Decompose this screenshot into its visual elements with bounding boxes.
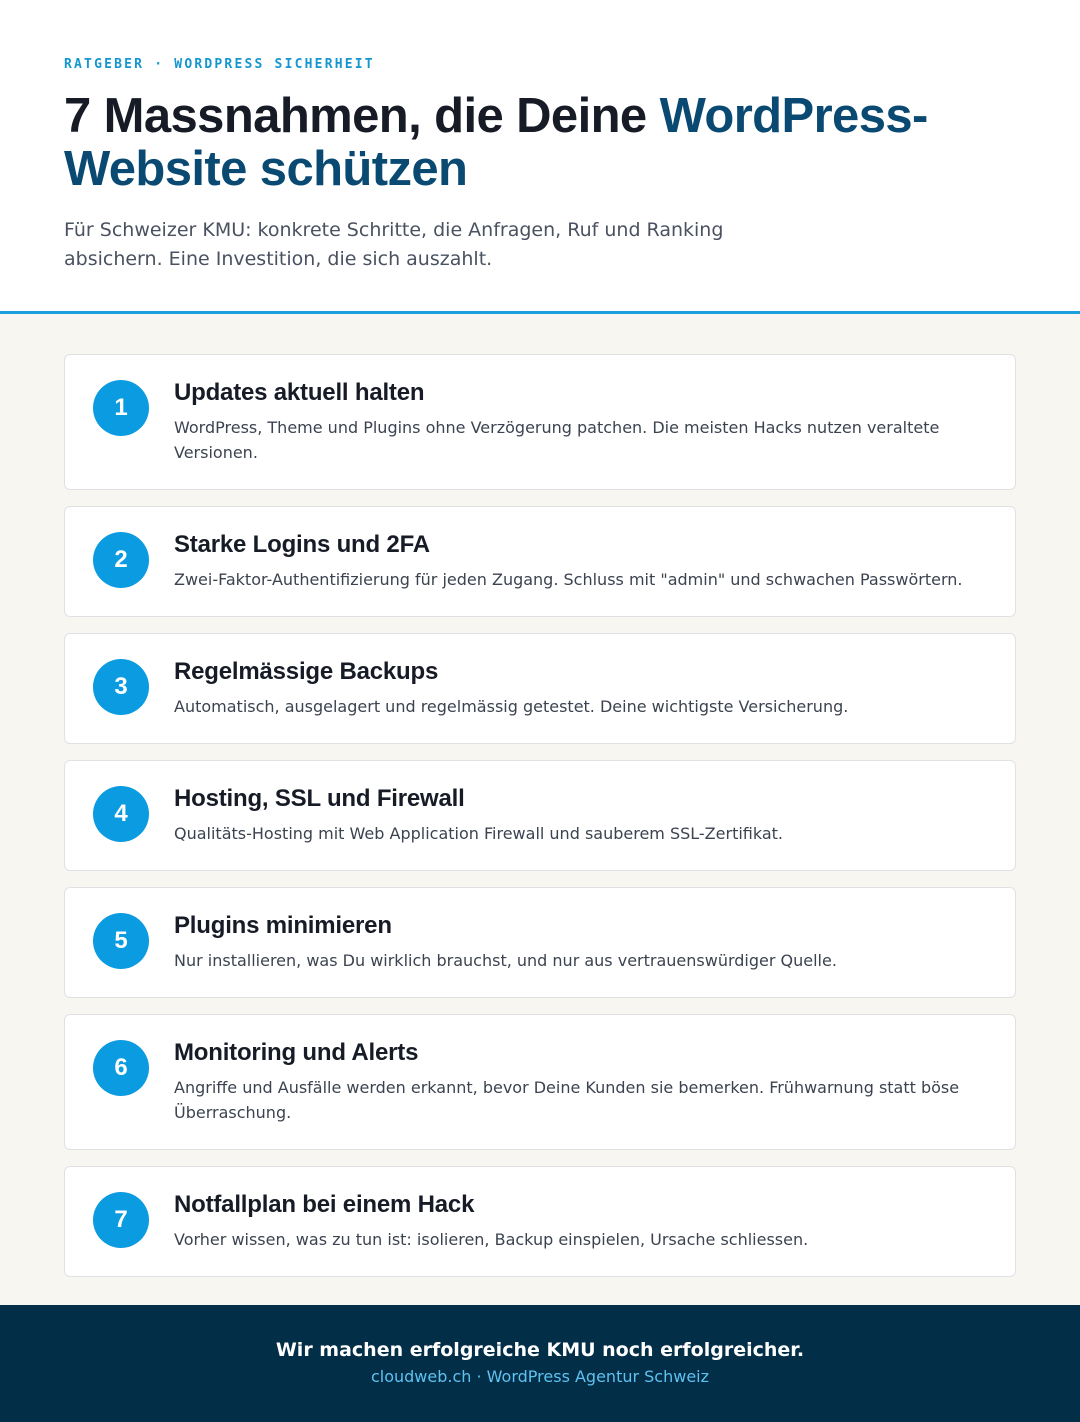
measure-number-badge: 5 (93, 913, 149, 969)
measure-content (174, 785, 987, 846)
measure-number-badge: 4 (93, 786, 149, 842)
measure-description: Qualitäts-Hosting mit Web Application Firewall und sauberem SSL-Zertifikat. (174, 824, 784, 843)
measure-title: Updates aktuell halten (174, 379, 425, 406)
measure-card-5 (64, 887, 1016, 998)
measures-list (0, 314, 1080, 1305)
measure-description: Nur installieren, was Du wirklich brauchst, und nur aus vertrauenswürdiger Quelle. (174, 951, 837, 970)
measure-content (174, 1191, 987, 1252)
footer-tagline: Wir machen erfolgreiche KMU noch erfolgreicher. (275, 1339, 805, 1361)
measure-card-3 (64, 633, 1016, 744)
measure-number-badge: 7 (93, 1192, 149, 1248)
eyebrow-label: RATGEBER · WORDPRESS SICHERHEIT (64, 57, 375, 72)
page-footer (0, 1305, 1080, 1422)
measure-description: Vorher wissen, was zu tun ist: isolieren, Backup einspielen, Ursache schliessen. (174, 1230, 809, 1249)
measure-card-4 (64, 760, 1016, 871)
measure-number-badge: 2 (93, 532, 149, 588)
measure-card-2 (64, 506, 1016, 617)
measure-description: Automatisch, ausgelagert und regelmässig getestet. Deine wichtigste Versicherung. (174, 697, 849, 716)
measure-content (174, 658, 987, 719)
page-header (0, 0, 1080, 314)
measure-title: Starke Logins und 2FA (174, 531, 430, 558)
measure-card-1 (64, 354, 1016, 490)
measure-number-badge: 3 (93, 659, 149, 715)
measure-title: Monitoring und Alerts (174, 1039, 419, 1066)
page-title-plain: 7 Massnahmen, die Deine (64, 89, 660, 143)
measure-description: Angriffe und Ausfälle werden erkannt, bevor Deine Kunden sie bemerken. Frühwarnung statt böse Überraschung. (174, 1078, 960, 1122)
page-title-accent: WordPress-Website schützen (64, 89, 928, 196)
measure-content (174, 379, 987, 465)
measure-title: Regelmässige Backups (174, 658, 439, 685)
footer-website-link[interactable]: cloudweb.ch · WordPress Agentur Schweiz (370, 1367, 710, 1386)
measure-card-7 (64, 1166, 1016, 1277)
measure-content (174, 531, 987, 592)
measure-content (174, 912, 987, 973)
measure-title: Hosting, SSL und Firewall (174, 785, 465, 812)
measure-number-badge: 6 (93, 1040, 149, 1096)
page-subtitle: Für Schweizer KMU: konkrete Schritte, die Anfragen, Ruf und Ranking absichern. Eine Investition, die sich auszahlt. (64, 219, 724, 270)
measure-number-badge: 1 (93, 380, 149, 436)
measure-title: Notfallplan bei einem Hack (174, 1191, 475, 1218)
measure-title: Plugins minimieren (174, 912, 392, 939)
measure-description: Zwei-Faktor-Authentifizierung für jeden Zugang. Schluss mit "admin" und schwachen Passwörtern. (174, 570, 963, 589)
measure-description: WordPress, Theme und Plugins ohne Verzögerung patchen. Die meisten Hacks nutzen veraltete Versionen. (174, 418, 940, 462)
page-title (64, 90, 1016, 196)
measure-card-6 (64, 1014, 1016, 1150)
measure-content (174, 1039, 987, 1125)
